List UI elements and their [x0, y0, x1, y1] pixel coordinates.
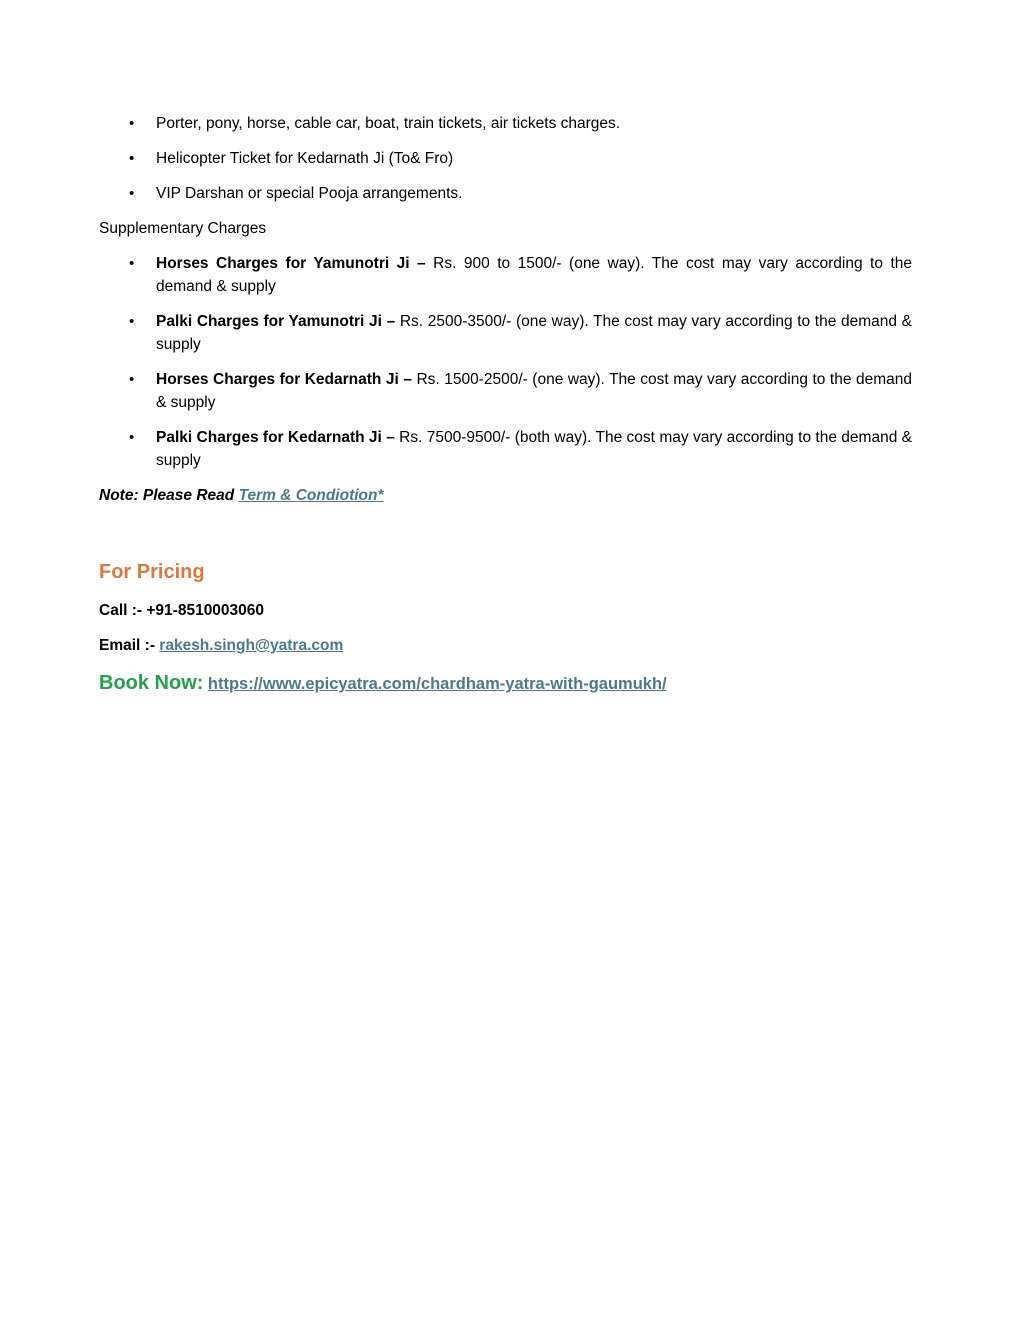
- charge-label: Horses Charges for Kedarnath Ji –: [156, 371, 412, 388]
- list-item: [99, 368, 912, 414]
- bullet-icon: •: [129, 150, 135, 167]
- email-label: Email :-: [99, 637, 155, 654]
- charge-detail: Rs. 900 to 1500/- (one way). The cost may vary according to the demand & supply: [156, 255, 912, 295]
- list-item: [99, 182, 912, 205]
- charge-label: Palki Charges for Kedarnath Ji –: [156, 429, 395, 446]
- bullet-icon: •: [129, 429, 135, 446]
- supplementary-list: [99, 252, 912, 472]
- note-prefix: Note: Please Read: [99, 487, 235, 504]
- document-page: [99, 112, 912, 699]
- book-now-link[interactable]: https://www.epicyatra.com/chardham-yatra-with-gaumukh/: [207, 675, 667, 693]
- email-link[interactable]: rakesh.singh@yatra.com: [159, 637, 344, 654]
- call-label: Call :-: [99, 602, 143, 619]
- email-line: [99, 634, 912, 657]
- bullet-icon: •: [129, 371, 135, 388]
- bullet-icon: •: [129, 115, 135, 132]
- list-item-text: VIP Darshan or special Pooja arrangements.: [156, 185, 463, 202]
- book-now-line: [99, 669, 912, 699]
- list-item: [99, 426, 912, 472]
- phone-number: +91-8510003060: [146, 602, 265, 619]
- list-item-text: Porter, pony, horse, cable car, boat, train tickets, air tickets charges.: [156, 115, 621, 132]
- bullet-icon: •: [129, 255, 135, 272]
- charge-label: Palki Charges for Yamunotri Ji –: [156, 313, 396, 330]
- supplementary-heading: Supplementary Charges: [99, 220, 267, 237]
- list-item: [99, 147, 912, 170]
- list-item: [99, 310, 912, 356]
- call-line: [99, 599, 912, 622]
- charge-detail: Rs. 1500-2500/- (one way). The cost may vary according to the demand & supply: [156, 371, 912, 411]
- book-now-label: Book Now:: [99, 672, 204, 694]
- bullet-icon: •: [129, 313, 135, 330]
- note-line: [99, 484, 912, 507]
- list-item: [99, 112, 912, 135]
- pricing-heading: For Pricing: [99, 561, 205, 583]
- charge-detail: Rs. 2500-3500/- (one way). The cost may vary according to the demand & supply: [156, 313, 912, 353]
- bullet-icon: •: [129, 185, 135, 202]
- charge-detail: Rs. 7500-9500/- (both way). The cost may vary according to the demand & supply: [156, 429, 913, 469]
- list-item-text: Helicopter Ticket for Kedarnath Ji (To& Fro): [156, 150, 454, 167]
- list-item: [99, 252, 912, 298]
- terms-link[interactable]: Term & Condiotion*: [238, 487, 384, 504]
- charge-label: Horses Charges for Yamunotri Ji –: [156, 255, 426, 272]
- inclusions-list: [99, 112, 912, 205]
